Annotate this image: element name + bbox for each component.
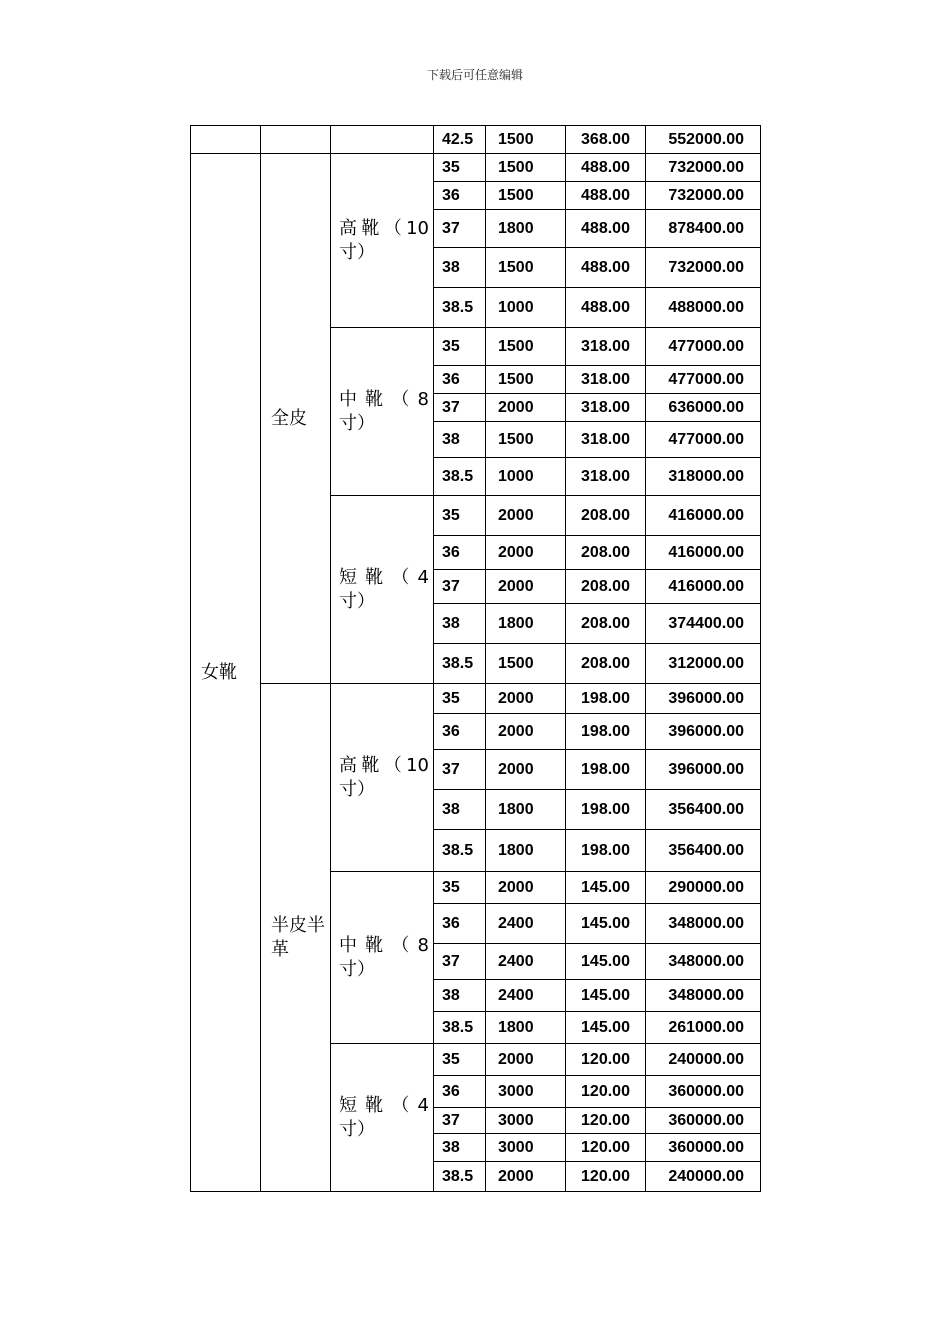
unit-price-cell: 145.00 [566,872,646,904]
unit-price-cell: 208.00 [566,570,646,604]
quantity-cell: 1500 [486,644,566,684]
unit-price-cell: 198.00 [566,790,646,830]
size-cell: 38.5 [434,830,486,872]
quantity-cell: 2000 [486,1044,566,1076]
size-cell: 38 [434,422,486,458]
unit-price-cell: 368.00 [566,126,646,154]
unit-price-cell: 120.00 [566,1134,646,1162]
total-cell: 732000.00 [646,154,761,182]
size-cell: 38.5 [434,644,486,684]
total-cell: 416000.00 [646,496,761,536]
unit-price-cell: 208.00 [566,496,646,536]
quantity-cell: 1500 [486,366,566,394]
total-cell: 488000.00 [646,288,761,328]
size-cell: 37 [434,394,486,422]
total-cell: 360000.00 [646,1108,761,1134]
quantity-cell: 2400 [486,944,566,980]
size-cell: 38 [434,790,486,830]
size-cell: 35 [434,872,486,904]
size-cell: 38 [434,1134,486,1162]
empty-cell [261,126,331,154]
quantity-cell: 2000 [486,496,566,536]
total-cell: 360000.00 [646,1076,761,1108]
size-cell: 36 [434,904,486,944]
quantity-cell: 2000 [486,684,566,714]
boot-style-cell: 短靴（4寸） [331,496,434,684]
unit-price-cell: 208.00 [566,536,646,570]
quantity-cell: 1800 [486,830,566,872]
unit-price-cell: 488.00 [566,154,646,182]
size-cell: 36 [434,1076,486,1108]
size-cell: 38 [434,248,486,288]
size-cell: 38.5 [434,1162,486,1192]
unit-price-cell: 318.00 [566,394,646,422]
quantity-cell: 1500 [486,422,566,458]
boot-style-cell: 高靴（10寸） [331,154,434,328]
size-cell: 38.5 [434,458,486,496]
unit-price-cell: 318.00 [566,328,646,366]
quantity-cell: 2000 [486,750,566,790]
unit-price-cell: 145.00 [566,980,646,1012]
size-cell: 38.5 [434,288,486,328]
unit-price-cell: 120.00 [566,1108,646,1134]
quantity-cell: 1500 [486,182,566,210]
size-cell: 37 [434,570,486,604]
size-cell: 37 [434,210,486,248]
table-row [191,154,761,182]
total-cell: 552000.00 [646,126,761,154]
unit-price-cell: 198.00 [566,714,646,750]
unit-price-cell: 145.00 [566,1012,646,1044]
quantity-cell: 2000 [486,714,566,750]
total-cell: 348000.00 [646,980,761,1012]
size-cell: 35 [434,328,486,366]
size-cell: 38 [434,604,486,644]
total-cell: 240000.00 [646,1044,761,1076]
total-cell: 360000.00 [646,1134,761,1162]
size-cell: 37 [434,750,486,790]
total-cell: 396000.00 [646,684,761,714]
total-cell: 374400.00 [646,604,761,644]
boot-style-cell: 高靴（10寸） [331,684,434,872]
total-cell: 240000.00 [646,1162,761,1192]
unit-price-cell: 488.00 [566,210,646,248]
size-cell: 38 [434,980,486,1012]
unit-price-cell: 120.00 [566,1044,646,1076]
quantity-cell: 2000 [486,394,566,422]
boot-style-cell: 中靴（8寸） [331,328,434,496]
quantity-cell: 3000 [486,1108,566,1134]
quantity-cell: 1800 [486,790,566,830]
unit-price-cell: 198.00 [566,684,646,714]
size-cell: 42.5 [434,126,486,154]
quantity-cell: 2000 [486,570,566,604]
quantity-cell: 2000 [486,1162,566,1192]
unit-price-cell: 208.00 [566,644,646,684]
boot-style-cell: 中靴（8寸） [331,872,434,1044]
quantity-cell: 1800 [486,210,566,248]
total-cell: 732000.00 [646,248,761,288]
size-cell: 37 [434,1108,486,1134]
unit-price-cell: 318.00 [566,366,646,394]
total-cell: 356400.00 [646,790,761,830]
table-row [191,126,761,154]
size-cell: 36 [434,536,486,570]
quantity-cell: 2000 [486,872,566,904]
total-cell: 348000.00 [646,944,761,980]
unit-price-cell: 120.00 [566,1162,646,1192]
quantity-cell: 1800 [486,604,566,644]
quantity-cell: 2400 [486,904,566,944]
total-cell: 732000.00 [646,182,761,210]
quantity-cell: 1500 [486,154,566,182]
total-cell: 356400.00 [646,830,761,872]
total-cell: 312000.00 [646,644,761,684]
size-cell: 35 [434,496,486,536]
unit-price-cell: 488.00 [566,288,646,328]
material-cell: 全皮 [261,154,331,684]
unit-price-cell: 318.00 [566,458,646,496]
size-cell: 35 [434,154,486,182]
quantity-cell: 3000 [486,1134,566,1162]
total-cell: 477000.00 [646,422,761,458]
unit-price-cell: 198.00 [566,750,646,790]
total-cell: 396000.00 [646,714,761,750]
quantity-cell: 1500 [486,126,566,154]
quantity-cell: 1000 [486,458,566,496]
total-cell: 878400.00 [646,210,761,248]
total-cell: 416000.00 [646,570,761,604]
total-cell: 477000.00 [646,328,761,366]
quantity-cell: 2400 [486,980,566,1012]
empty-cell [191,126,261,154]
quantity-cell: 3000 [486,1076,566,1108]
quantity-cell: 1500 [486,328,566,366]
table-row [191,684,761,714]
total-cell: 396000.00 [646,750,761,790]
total-cell: 416000.00 [646,536,761,570]
quantity-cell: 1000 [486,288,566,328]
total-cell: 477000.00 [646,366,761,394]
quantity-cell: 1500 [486,248,566,288]
total-cell: 261000.00 [646,1012,761,1044]
size-cell: 36 [434,714,486,750]
unit-price-cell: 488.00 [566,182,646,210]
size-cell: 36 [434,182,486,210]
unit-price-cell: 198.00 [566,830,646,872]
boot-style-cell: 短靴（4寸） [331,1044,434,1192]
boot-price-table [190,125,761,1192]
unit-price-cell: 488.00 [566,248,646,288]
quantity-cell: 2000 [486,536,566,570]
size-cell: 37 [434,944,486,980]
empty-cell [331,126,434,154]
total-cell: 318000.00 [646,458,761,496]
unit-price-cell: 145.00 [566,904,646,944]
unit-price-cell: 145.00 [566,944,646,980]
unit-price-cell: 120.00 [566,1076,646,1108]
total-cell: 636000.00 [646,394,761,422]
unit-price-cell: 208.00 [566,604,646,644]
material-cell: 半皮半革 [261,684,331,1192]
unit-price-cell: 318.00 [566,422,646,458]
size-cell: 38.5 [434,1012,486,1044]
total-cell: 290000.00 [646,872,761,904]
total-cell: 348000.00 [646,904,761,944]
size-cell: 36 [434,366,486,394]
quantity-cell: 1800 [486,1012,566,1044]
page-header-note: 下载后可任意编辑 [426,68,523,82]
size-cell: 35 [434,684,486,714]
category-cell: 女靴 [191,154,261,1192]
size-cell: 35 [434,1044,486,1076]
